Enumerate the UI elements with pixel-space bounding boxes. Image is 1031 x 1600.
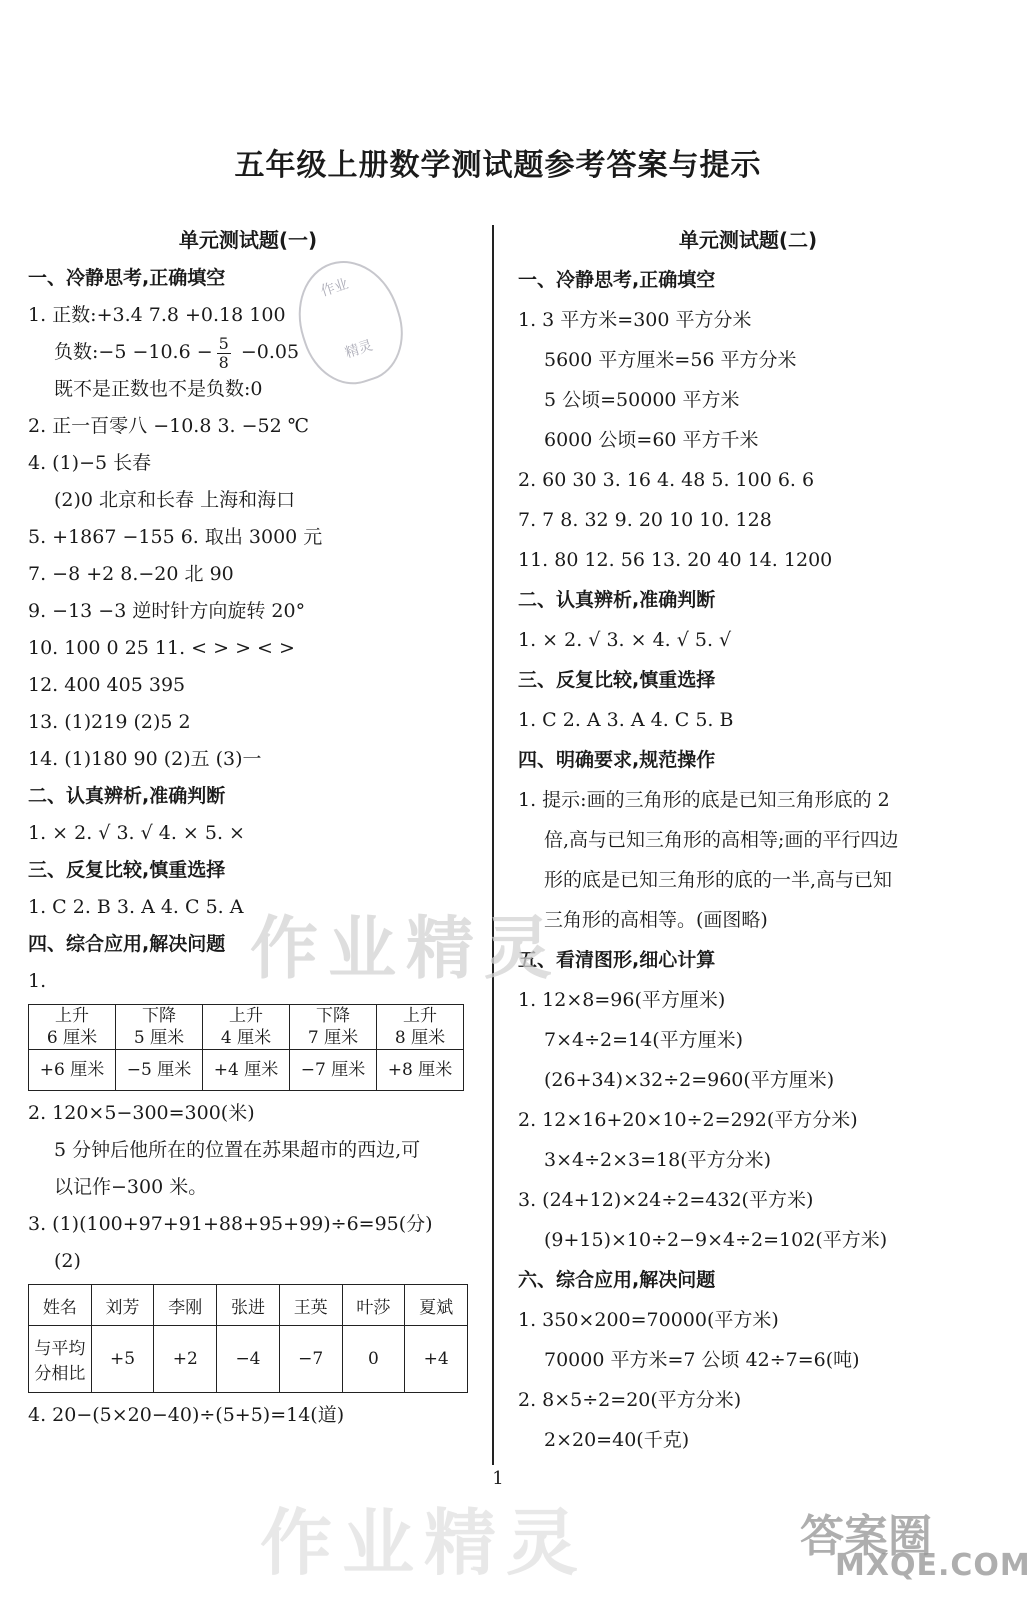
answer-line: 1. 12×8=96(平方厘米)	[518, 989, 726, 1011]
table-cell-direction: 上升 8 厘米	[377, 1005, 464, 1050]
table-row-label: 与平均 分相比	[29, 1326, 92, 1393]
answer-line: 9. −13 −3 逆时针方向旋转 20°	[28, 600, 306, 622]
page-title: 五年级上册数学测试题参考答案与提示	[234, 148, 762, 183]
answer-line: 5 分钟后他所在的位置在苏果超市的西边,可	[54, 1139, 421, 1161]
column-divider	[492, 225, 494, 1465]
section-title: 一、冷静思考,正确填空	[518, 269, 716, 291]
table-cell-direction: 下降 7 厘米	[290, 1005, 377, 1050]
answer-line: 4. 20−(5×20−40)÷(5+5)=14(道)	[28, 1404, 345, 1426]
answer-line: 2. 8×5÷2=20(平方分米)	[518, 1389, 742, 1411]
answer-line: 4. (1)−5 长春	[28, 452, 152, 474]
answer-line: 6000 公顷=60 平方千米	[544, 429, 759, 451]
table-cell-score: +2	[154, 1326, 217, 1393]
fraction	[217, 335, 231, 372]
answer-line: 1. × 2. √ 3. √ 4. × 5. ×	[28, 822, 245, 844]
table-header-cell: 叶莎	[342, 1285, 405, 1326]
answer-line: 5600 平方厘米=56 平方分米	[544, 349, 797, 371]
table-cell-value: −7 厘米	[290, 1050, 377, 1091]
table-header-cell: 李刚	[154, 1285, 217, 1326]
table-header-cell: 姓名	[29, 1285, 92, 1326]
answer-line: (2)0 北京和长春 上海和海口	[54, 489, 296, 511]
watermark-logo: 答案圈	[800, 1511, 932, 1562]
answer-line: (26+34)×32÷2=960(平方厘米)	[544, 1069, 835, 1091]
answer-line: 三角形的高相等。(画图略)	[544, 909, 768, 931]
table-header-cell: 夏斌	[405, 1285, 468, 1326]
answer-line: 1. C 2. B 3. A 4. C 5. A	[28, 896, 244, 918]
table-cell-direction: 下降 5 厘米	[116, 1005, 203, 1050]
frac-suffix: −0.05	[234, 341, 300, 363]
frac-prefix: 负数:−5 −10.6 −	[54, 341, 213, 363]
section-title: 四、综合应用,解决问题	[28, 933, 226, 955]
seal-stamp: 作业 精灵	[283, 248, 416, 397]
answer-line: 14. (1)180 90 (2)五 (3)一	[28, 748, 262, 770]
answer-line: 1. C 2. A 3. A 4. C 5. B	[518, 709, 734, 731]
section-title: 五、看清图形,细心计算	[518, 949, 716, 971]
table-cell-direction: 上升 6 厘米	[29, 1005, 116, 1050]
fraction-denominator: 8	[218, 352, 229, 372]
left-section-heading: 单元测试题(一)	[178, 228, 318, 252]
section-title: 六、综合应用,解决问题	[518, 1269, 716, 1291]
section-title: 一、冷静思考,正确填空	[28, 267, 226, 289]
answer-line: 1. 提示:画的三角形的底是已知三角形底的 2	[518, 789, 890, 811]
section-title: 二、认真辨析,准确判断	[518, 589, 716, 611]
answer-line: 1. × 2. √ 3. × 4. √ 5. √	[518, 629, 732, 651]
fraction-numerator: 5	[218, 333, 229, 353]
table-header-cell: 张进	[217, 1285, 280, 1326]
answer-line: 2. 60 30 3. 16 4. 48 5. 100 6. 6	[518, 469, 815, 491]
section-title: 三、反复比较,慎重选择	[28, 859, 226, 881]
answer-line: 1.	[28, 970, 47, 992]
answer-line-negatives	[28, 334, 468, 371]
answer-line: 1. 350×200=70000(平方米)	[518, 1309, 779, 1331]
left-column	[28, 220, 468, 1434]
answer-line: 倍,高与已知三角形的高相等;画的平行四边	[544, 829, 899, 851]
section-title: 三、反复比较,慎重选择	[518, 669, 716, 691]
answer-line: 以记作−300 米。	[54, 1176, 208, 1198]
table-cell-value: −5 厘米	[116, 1050, 203, 1091]
answer-line: 3×4÷2×3=18(平方分米)	[544, 1149, 772, 1171]
answer-line: 既不是正数也不是负数:0	[54, 378, 263, 400]
answer-line: 1. 3 平方米=300 平方分米	[518, 309, 752, 331]
table-cell-direction: 上升 4 厘米	[203, 1005, 290, 1050]
table-cell-value: +4 厘米	[203, 1050, 290, 1091]
answer-line: (2)	[54, 1250, 81, 1272]
answer-line: 5 公顷=50000 平方米	[544, 389, 740, 411]
answer-line: 70000 平方米=7 公顷 42÷7=6(吨)	[544, 1349, 860, 1371]
score-table	[28, 1284, 468, 1393]
answer-line: 10. 100 0 25 11. < > > < >	[28, 637, 295, 659]
answer-line: 1. 正数:+3.4 7.8 +0.18 100	[28, 304, 286, 326]
answer-line: 3. (1)(100+97+91+88+95+99)÷6=95(分)	[28, 1213, 433, 1235]
table-cell-score: +5	[91, 1326, 154, 1393]
answer-line: 7. 7 8. 32 9. 20 10 10. 128	[518, 509, 772, 531]
table-cell-score: −4	[217, 1326, 280, 1393]
answer-line: (9+15)×10÷2−9×4÷2=102(平方米)	[544, 1229, 888, 1251]
right-section-heading: 单元测试题(二)	[678, 228, 818, 252]
answer-line: 11. 80 12. 56 13. 20 40 14. 1200	[518, 549, 833, 571]
answer-line: 3. (24+12)×24÷2=432(平方米)	[518, 1189, 814, 1211]
table-cell-value: +8 厘米	[377, 1050, 464, 1091]
section-title: 二、认真辨析,准确判断	[28, 785, 226, 807]
table-header-cell: 王英	[279, 1285, 342, 1326]
answer-line: 2. 正一百零八 −10.8 3. −52 ℃	[28, 415, 310, 437]
answer-line: 2. 120×5−300=300(米)	[28, 1102, 255, 1124]
watermark-url: MXQE.COM	[835, 1548, 1031, 1583]
answer-line: 13. (1)219 (2)5 2	[28, 711, 191, 733]
page-number: 1	[492, 1468, 504, 1489]
watermark-text-bottom: 作业精灵	[260, 1501, 589, 1585]
table-cell-score: 0	[342, 1326, 405, 1393]
table-cell-score: −7	[279, 1326, 342, 1393]
right-column	[518, 220, 978, 1460]
table-header-cell: 刘芳	[91, 1285, 154, 1326]
section-title: 四、明确要求,规范操作	[518, 749, 716, 771]
answer-line: 形的底是已知三角形的底的一半,高与已知	[544, 869, 893, 891]
table-cell-value: +6 厘米	[29, 1050, 116, 1091]
answer-line: 2×20=40(千克)	[544, 1429, 690, 1451]
answer-line: 7×4÷2=14(平方厘米)	[544, 1029, 744, 1051]
answer-line: 12. 400 405 395	[28, 674, 186, 696]
answer-line: 2. 12×16+20×10÷2=292(平方分米)	[518, 1109, 858, 1131]
table-cell-score: +4	[405, 1326, 468, 1393]
watermark-text: 作业精灵	[250, 910, 563, 989]
answer-line: 5. +1867 −155 6. 取出 3000 元	[28, 526, 323, 548]
change-table	[28, 1004, 464, 1091]
answer-line: 7. −8 +2 8.−20 北 90	[28, 563, 234, 585]
